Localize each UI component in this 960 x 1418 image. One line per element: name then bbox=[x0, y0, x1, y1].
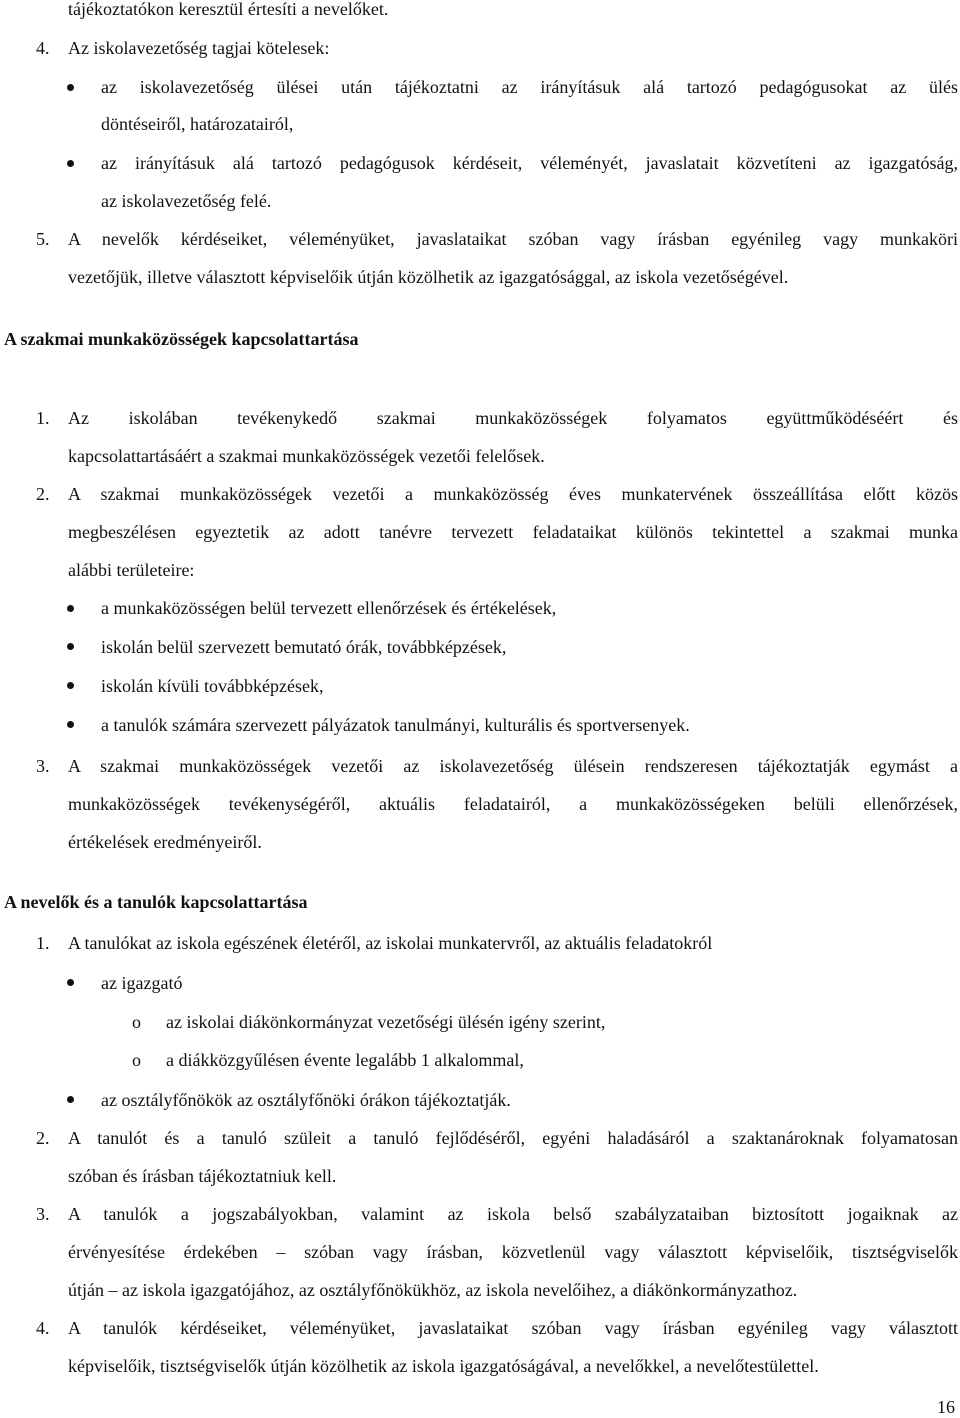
item-number: 3. bbox=[36, 1204, 50, 1224]
paragraph-line: megbeszélésen egyeztetik az adott tanévre tervezett feladataikat különös tekintettel a szakmai munka bbox=[68, 522, 958, 542]
bullet-icon bbox=[67, 84, 74, 91]
list-item: az osztályfőnökök az osztályfőnöki órákon tájékoztatják. bbox=[101, 1090, 511, 1110]
list-item-line: az irányításuk alá tartozó pedagógusok kérdéseit, véleményét, javaslatait közvetíteni az igazgatóság, bbox=[101, 153, 958, 173]
list-item: iskolán kívüli továbbképzések, bbox=[101, 676, 324, 696]
list-item: a tanulók számára szervezett pályázatok tanulmányi, kulturális és sportversenyek. bbox=[101, 715, 690, 735]
paragraph-line: érvényesítése érdekében – szóban vagy írásban, közvetlenül vagy választott képviselőik, tisztségviselők bbox=[68, 1242, 958, 1262]
paragraph-line: A tanulókat az iskola egészének életéről, az iskolai munkatervről, az aktuális feladatokról bbox=[68, 933, 713, 953]
item-number: 4. bbox=[36, 38, 50, 58]
item-text: Az iskolavezetőség tagjai kötelesek: bbox=[68, 38, 330, 58]
sub-bullet-icon: o bbox=[132, 1012, 141, 1032]
paragraph-line: A szakmai munkaközösségek vezetői a munkaközösség éves munkatervének összeállítása előtt közös bbox=[68, 484, 958, 504]
paragraph-line: alábbi területeire: bbox=[68, 560, 195, 580]
page-number: 16 bbox=[937, 1397, 955, 1417]
item-number: 1. bbox=[36, 408, 50, 428]
list-item-line: az iskolavezetőség felé. bbox=[101, 191, 272, 211]
bullet-icon bbox=[67, 605, 74, 612]
intro-line: tájékoztatókon keresztül értesíti a nevelőket. bbox=[68, 0, 389, 19]
bullet-icon bbox=[67, 721, 74, 728]
section-heading: A nevelők és a tanulók kapcsolattartása bbox=[4, 892, 308, 912]
item-number: 2. bbox=[36, 1128, 50, 1148]
paragraph-line: vezetőjük, illetve választott képviselőik útján közölhetik az igazgatósággal, az iskola vezetőségével. bbox=[68, 267, 789, 287]
item-number: 2. bbox=[36, 484, 50, 504]
item-number: 5. bbox=[36, 229, 50, 249]
paragraph-line: szóban és írásban tájékoztatniuk kell. bbox=[68, 1166, 337, 1186]
paragraph-line: képviselőik, tisztségviselők útján közölhetik az iskola igazgatóságával, a nevelőkkel, a nevelőtestülettel. bbox=[68, 1356, 819, 1376]
paragraph-line: Az iskolában tevékenykedő szakmai munkaközösségek folyamatos együttműködéséért és bbox=[68, 408, 958, 428]
item-number: 1. bbox=[36, 933, 50, 953]
bullet-icon bbox=[67, 160, 74, 167]
sub-bullet-icon: o bbox=[132, 1050, 141, 1070]
paragraph-line: útján – az iskola igazgatójához, az osztályfőnökükhöz, az iskola nevelőihez, a diákönkormányzathoz. bbox=[68, 1280, 798, 1300]
list-item-line: az iskolavezetőség ülései után tájékoztatni az irányításuk alá tartozó pedagógusokat az ülés bbox=[101, 77, 958, 97]
bullet-icon bbox=[67, 979, 74, 986]
sub-list-item: a diákközgyűlésen évente legalább 1 alkalommal, bbox=[166, 1050, 524, 1070]
bullet-icon bbox=[67, 682, 74, 689]
section-heading: A szakmai munkaközösségek kapcsolattartása bbox=[4, 329, 359, 349]
list-item: az igazgató bbox=[101, 973, 183, 993]
paragraph-line: kapcsolattartásáért a szakmai munkaközösségek vezetői felelősek. bbox=[68, 446, 545, 466]
paragraph-line: A szakmai munkaközösségek vezetői az iskolavezetőség ülésein rendszeresen tájékoztatják egymást a bbox=[68, 756, 958, 776]
paragraph-line: A tanulók a jogszabályokban, valamint az iskola belső szabályzataiban biztosított jogaiknak az bbox=[68, 1204, 958, 1224]
bullet-icon bbox=[67, 1096, 74, 1103]
bullet-icon bbox=[67, 643, 74, 650]
paragraph-line: A nevelők kérdéseiket, véleményüket, javaslataikat szóban vagy írásban egyénileg vagy munkaköri bbox=[68, 229, 958, 249]
sub-list-item: az iskolai diákönkormányzat vezetőségi ülésén igény szerint, bbox=[166, 1012, 606, 1032]
paragraph-line: A tanulók kérdéseiket, véleményüket, javaslataikat szóban vagy írásban egyénileg vagy választott bbox=[68, 1318, 958, 1338]
item-number: 4. bbox=[36, 1318, 50, 1338]
list-item: a munkaközösségen belül tervezett ellenőrzések és értékelések, bbox=[101, 598, 557, 618]
paragraph-line: értékelések eredményeiről. bbox=[68, 832, 262, 852]
paragraph-line: A tanulót és a tanuló szüleit a tanuló fejlődéséről, egyéni haladásáról a szaktanároknak folyamatosan bbox=[68, 1128, 958, 1148]
paragraph-line: munkaközösségek tevékenységéről, aktuális feladatairól, a munkaközösségeken belüli ellenőrzések, bbox=[68, 794, 958, 814]
list-item: iskolán belül szervezett bemutató órák, továbbképzések, bbox=[101, 637, 507, 657]
item-number: 3. bbox=[36, 756, 50, 776]
list-item-line: döntéseiről, határozatairól, bbox=[101, 114, 294, 134]
